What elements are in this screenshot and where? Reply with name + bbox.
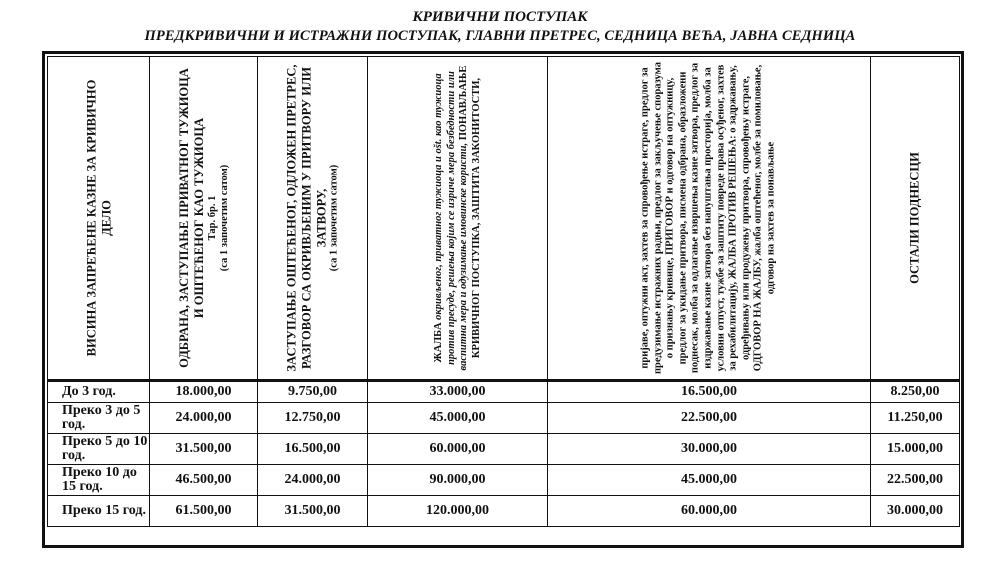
cell-appeal: 90.000,00 (368, 465, 548, 496)
cell-defense: 61.500,00 (150, 496, 258, 527)
cell-defense: 18.000,00 (150, 381, 258, 403)
cell-other: 11.250,00 (871, 403, 960, 434)
cell-appeal: 33.000,00 (368, 381, 548, 403)
document-subtitle: ПРЕДКРИВИЧНИ И ИСТРАЖНИ ПОСТУПАК, ГЛАВНИ ПРЕТРЕС, СЕДНИЦА ВЕЋА, ЈАВНА СЕДНИЦА (144, 28, 856, 44)
header-submissions-bold2: ЖАЛБА ПРОТИВ РЕШЕЊА: (727, 135, 739, 280)
cell-appeal: 45.000,00 (368, 403, 548, 434)
table-row (48, 465, 960, 496)
tariff-table (47, 56, 960, 527)
cell-defense: 24.000,00 (150, 403, 258, 434)
header-appeal (368, 57, 548, 381)
cell-submissions: 30.000,00 (548, 434, 871, 465)
header-representation-label: ЗАСТУПАЊЕ ОШТЕЋЕНОГ, ОДЛОЖЕН ПРЕТРЕС, РАЗГОВОР СА ОКРИВЉЕНИМ У ПРИТВОРУ ИЛИ ЗАТВОРУ, (284, 64, 328, 372)
table-row (48, 434, 960, 465)
cell-other: 15.000,00 (871, 434, 960, 465)
header-appeal-lead: ЖАЛБА (432, 322, 444, 363)
header-representation (258, 57, 368, 381)
cell-defense: 31.500,00 (150, 434, 258, 465)
cell-other: 22.500,00 (871, 465, 960, 496)
cell-representation: 9.750,00 (258, 381, 368, 403)
header-submissions-text2: и одговор на оптужницу, предлог за укидање притвора, писмена одбрана, образложени поднесак, молба за одлагање извршења казне затвора, предлог за издржавање казне затвора без напуштања просторија, молба за условни отпуст, тужбе за заштиту повреде права осуђеног, захтев за рехабилитацију, (664, 62, 739, 374)
header-defense (150, 57, 258, 381)
cell-representation: 24.000,00 (258, 465, 368, 496)
header-defense-note: (са 1 започетим сатом) (218, 164, 230, 272)
header-appeal-text: окривљеног, приватног тужиоца и ošt. као тужиоца против пресуде, решења којим се изриче мера безбедности или васпитна мера и одузимање имовинске користи, (432, 71, 469, 371)
header-submissions-text1: пријаве, оптужни акт, захтев за спровођење истраге, предлог за предузимање истражних радњи, предлог за закључење споразума о признању кривице, (639, 61, 676, 374)
cell-representation: 31.500,00 (258, 496, 368, 527)
cell-other: 30.000,00 (871, 496, 960, 527)
header-appeal-bold: ПОНАВЉАЊЕ КРИВИЧНОГ ПОСТУПКА, ЗАШТИТА ЗАКОНИТОСТИ, (457, 65, 482, 359)
header-defense-label: ОДБРАНА, ЗАСТУПАЊЕ ПРИВАТНОГ ТУЖИОЦА И ОШТЕЋЕНОГ КАО ТУЖИОЦА (176, 68, 206, 368)
cell-other: 8.250,00 (871, 381, 960, 403)
header-submissions-text4: жалба оштећеног, молбе за помиловање, одговор на захтев за понављање (753, 64, 777, 295)
cell-submissions: 60.000,00 (548, 496, 871, 527)
header-penalty-range: ВИСИНА ЗАПРЕЋЕНЕ КАЗНЕ ЗА КРИВИЧНО ДЕЛО (48, 57, 150, 381)
header-submissions-text3: о задржавању, одређивању или продужењу притвора, спровођењу истраге, (727, 65, 752, 361)
header-other: ОСТАЛИ ПОДНЕСЦИ (871, 57, 960, 381)
cell-submissions: 22.500,00 (548, 403, 871, 434)
row-label: Преко 15 год. (48, 496, 150, 527)
table-row (48, 403, 960, 434)
table-row (48, 496, 960, 527)
header-representation-note: (са 1 започетим сатом) (328, 164, 340, 272)
header-defense-tariff: Тар. бр. 1 (205, 195, 217, 241)
cell-appeal: 60.000,00 (368, 434, 548, 465)
header-submissions (548, 57, 871, 381)
cell-submissions: 16.500,00 (548, 381, 871, 403)
cell-submissions: 45.000,00 (548, 465, 871, 496)
header-submissions-bold1: ПРИГОВОР (664, 196, 676, 256)
row-label: Преко 3 до 5 год. (48, 403, 150, 434)
row-label: Преко 5 до 10 год. (48, 434, 150, 465)
cell-appeal: 120.000,00 (368, 496, 548, 527)
header-submissions-bold3: ОДГОВОР НА ЖАЛБУ, (753, 258, 765, 372)
row-label: Преко 10 до 15 год. (48, 465, 150, 496)
table-row (48, 381, 960, 403)
cell-defense: 46.500,00 (150, 465, 258, 496)
row-label: До 3 год. (48, 381, 150, 403)
cell-representation: 16.500,00 (258, 434, 368, 465)
cell-representation: 12.750,00 (258, 403, 368, 434)
document-title: КРИВИЧНИ ПОСТУПАК (412, 9, 588, 25)
header-row (48, 57, 960, 381)
